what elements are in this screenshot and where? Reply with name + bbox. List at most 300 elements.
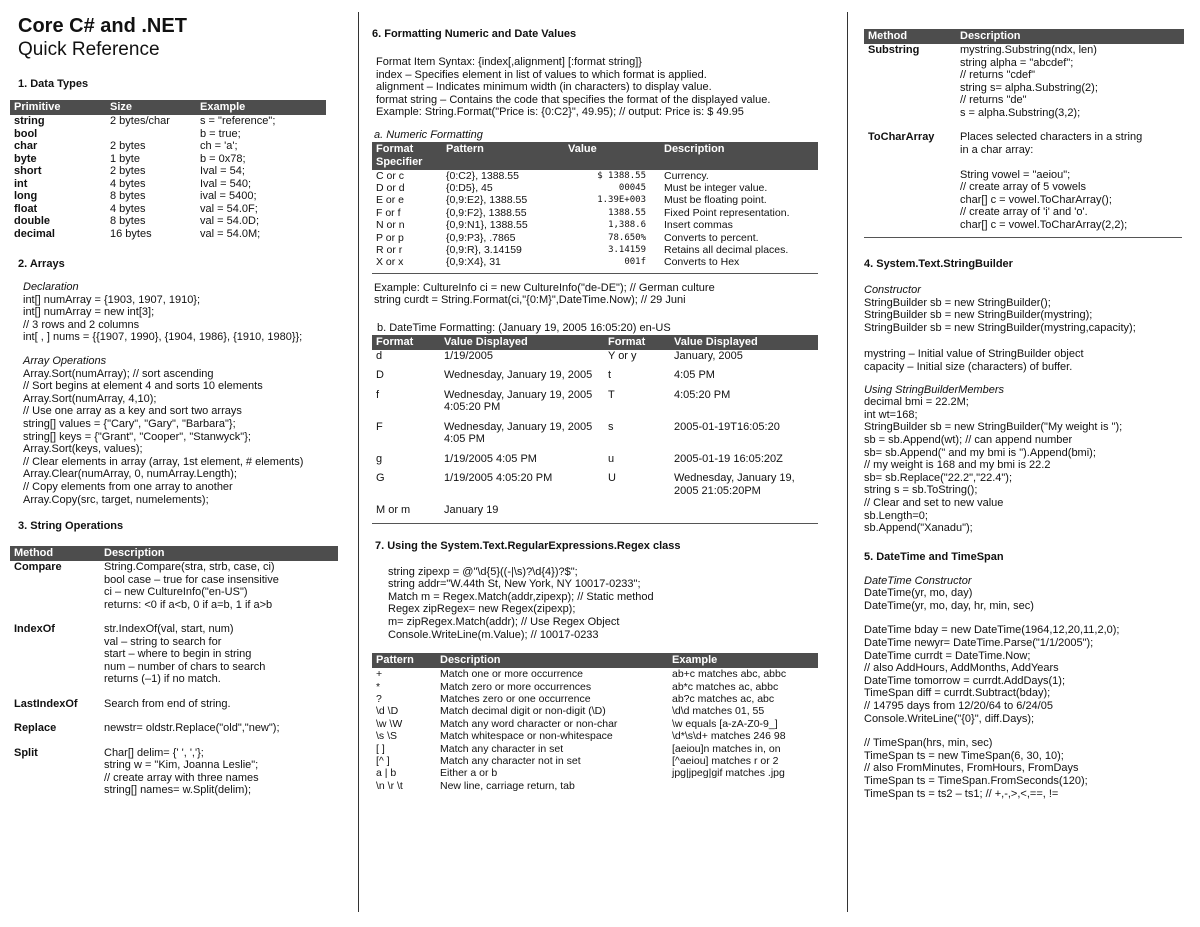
table-cell: F (376, 420, 383, 433)
description-line: mystring.Substring(ndx, len) (960, 44, 1097, 56)
table-row (10, 561, 338, 611)
table-cell (106, 128, 196, 141)
numeric-formatting-table (372, 142, 818, 269)
table-cell: 1 byte (110, 152, 140, 165)
table-cell: [^ ] (376, 755, 390, 767)
code-line: // Clear elements in array (array, 1st element, # elements) (23, 455, 304, 468)
code-line: DateTime(yr, mo, day, hr, min, sec) (864, 599, 1034, 612)
code-line: DateTime bday = new DateTime(1964,12,20,11,2,0); (864, 624, 1120, 637)
table-cell: \w \W (376, 717, 403, 730)
code-line: TimeSpan diff = currdt.Subtract(bday); (864, 687, 1051, 700)
table-cell: b = 0x78; (200, 152, 246, 165)
code-line: int[] numArray = {1903, 1907, 1910}; (23, 293, 201, 306)
code-line: // Sort begins at element 4 and sorts 10 elements (23, 380, 263, 393)
table-row (372, 207, 818, 219)
syntax-line: format string – Contains the code that specifies the format of the displayed value. (376, 93, 771, 106)
table-cell: \d*\s\d+ matches 246 98 (672, 730, 786, 743)
code-line: Array.Sort(numArray, 4,10); (23, 392, 157, 405)
table-cell: Wednesday, January 19, 2005 (444, 369, 593, 382)
table-cell: January 19 (444, 504, 499, 517)
page-title: Core C# and .NET (18, 15, 187, 37)
table-cell: D or d (376, 181, 405, 194)
table-cell: jpg|jpeg|gif matches .jpg (672, 767, 785, 780)
table-cell: u (608, 452, 615, 465)
table-row (372, 446, 818, 466)
section-heading-stringbuilder: 4. System.Text.StringBuilder (864, 258, 1013, 270)
table-row (10, 203, 326, 216)
column-header: Example (196, 100, 326, 115)
datetime-formatting-table (372, 335, 818, 517)
table-cell: Match any character in set (440, 742, 564, 755)
constructor-label: Constructor (864, 284, 921, 296)
code-line: StringBuilder sb = new StringBuilder(mystring); (864, 309, 1093, 322)
table-row (10, 611, 338, 686)
table-cell: 00045 (618, 182, 646, 193)
code-line: // 3 rows and 2 columns (23, 318, 140, 331)
table-cell: 2 bytes/char (110, 115, 170, 127)
method-description (100, 735, 338, 797)
table-row (372, 219, 818, 231)
table-cell: 2 bytes (110, 140, 146, 152)
description-line: string[] names= w.Split(delim); (104, 784, 252, 797)
table-cell: 2005-01-19 16:05:20Z (674, 452, 783, 465)
description-line: start – where to begin in string (104, 648, 252, 661)
column-header: Size (106, 100, 196, 115)
table-cell: Match zero or more occurrences (440, 680, 592, 693)
table-row (372, 256, 818, 268)
table-cell: 4:05:20 PM (674, 388, 731, 401)
method-name: ToCharArray (868, 131, 935, 143)
column-header: Description (436, 653, 668, 668)
table-cell: 1/19/2005 4:05:20 PM (444, 472, 553, 485)
table-cell: g (376, 452, 383, 465)
table-row (372, 382, 818, 414)
description-line: newstr= oldstr.Replace("old","new"); (104, 722, 280, 735)
table-cell: float (14, 202, 38, 215)
method-name: Compare (14, 561, 62, 574)
code-line: Console.WriteLine("{0}", diff.Days); (864, 712, 1035, 725)
table-row (372, 705, 818, 717)
code-line: Match m = Regex.Match(addr,zipexp); // Static method (388, 590, 654, 603)
description-line: // create array of 5 vowels (960, 181, 1086, 193)
table-cell: \d \D (376, 705, 399, 718)
description-line: Places selected characters in a string (960, 131, 1143, 143)
table-cell: C or c (376, 169, 405, 182)
divider (372, 523, 818, 524)
table-cell: Either a or b (440, 767, 498, 780)
method-name: Split (14, 746, 38, 759)
table-row (372, 414, 818, 446)
table-cell: Ival = 54; (200, 165, 245, 177)
table-cell: E or e (376, 194, 405, 207)
section-heading-arrays: 2. Arrays (18, 258, 65, 270)
description-line: bool case – true for case insensitive (104, 573, 279, 586)
culture-example-block (374, 282, 828, 307)
description-line: returns (–1) if no match. (104, 673, 221, 686)
description-line: val – string to search for (104, 635, 222, 648)
table-cell: ab*c matches ac, abbc (672, 680, 779, 693)
table-cell: * (376, 680, 381, 693)
column-2 (372, 0, 828, 927)
code-line: string addr="W.44th St, New York, NY 10017-0233"; (388, 578, 641, 591)
table-cell: string (14, 115, 45, 127)
description-line: // returns "de" (960, 94, 1027, 106)
table-cell (670, 497, 818, 517)
section-heading-datetime: 5. DateTime and TimeSpan (864, 550, 1004, 563)
code-line: StringBuilder sb = new StringBuilder("My weight is "); (864, 421, 1123, 434)
code-line: string[] values = {"Cary", "Gary", "Barbara"}; (23, 417, 236, 430)
code-line: m= zipRegex.Match(addr); // Use Regex Object (388, 615, 620, 628)
code-line: TimeSpan ts = ts2 – ts1; // +,-,>,<,==, != (864, 787, 1059, 800)
table-row (10, 710, 338, 735)
code-line: // also FromMinutes, FromHours, FromDays (864, 762, 1079, 775)
table-cell: 78.650% (608, 232, 646, 243)
code-line: StringBuilder sb = new StringBuilder(); (864, 296, 1051, 309)
code-line: int[] numArray = new int[3]; (23, 306, 155, 319)
table-cell: ab+c matches abc, abbc (672, 668, 787, 681)
declaration-label: Declaration (23, 281, 79, 293)
table-cell: {0:C2}, 1388.55 (446, 169, 519, 182)
table-row (372, 232, 818, 244)
code-line: DateTime newyr= DateTime.Parse("1/1/2005"); (864, 637, 1094, 650)
table-cell: Wednesday, January 19, 2005 21:05:20PM (674, 472, 795, 497)
table-cell: G (376, 472, 385, 485)
table-cell: Match any character not in set (440, 755, 581, 767)
table-cell: ? (376, 692, 382, 705)
table-row (10, 735, 338, 797)
code-line: DateTime tomorrow = currdt.AddDays(1); (864, 674, 1066, 687)
table-cell: Match decimal digit or non-digit (\D) (440, 705, 606, 718)
table-row (372, 497, 818, 517)
table-cell: t (608, 369, 612, 382)
column-header: Method (864, 29, 956, 44)
description-line: returns: <0 if a<b, 0 if a=b, 1 if a>b (104, 598, 273, 611)
table-cell: P or p (376, 231, 404, 244)
table-cell: F or f (376, 206, 401, 219)
column-header: Method (10, 546, 100, 561)
table-cell (604, 497, 670, 517)
table-cell: 4:05 PM (674, 369, 715, 382)
string-operations-table-continued (864, 29, 1184, 231)
code-line: // Clear and set to new value (864, 496, 1004, 509)
table-cell: \n \r \t (376, 779, 403, 792)
syntax-line: Format Item Syntax: {index[,alignment] [:format string]} (376, 56, 642, 68)
table-cell: {0,9:F2}, 1388.55 (446, 206, 527, 219)
code-line: Console.WriteLine(m.Value); // 10017-0233 (388, 628, 599, 641)
code-line: int wt=168; (864, 408, 918, 421)
table-cell: d (376, 349, 383, 362)
table-cell: 4 bytes (110, 177, 146, 190)
code-line: Regex zipRegex= new Regex(zipexp); (388, 603, 576, 616)
numeric-formatting-label: a. Numeric Formatting (374, 128, 483, 141)
column-header: Format Specifier (372, 142, 442, 170)
table-cell: Converts to Hex (664, 256, 740, 269)
datetime-constructor-label: DateTime Constructor (864, 574, 972, 587)
table-cell: 8 bytes (110, 215, 146, 227)
method-description (100, 686, 338, 711)
method-description (956, 44, 1184, 119)
method-description (100, 710, 338, 735)
code-line: capacity – Initial size (characters) of buffer. (864, 360, 1073, 373)
table-row (864, 44, 1184, 119)
table-cell: Wednesday, January 19, 2005 4:05:20 PM (444, 388, 593, 414)
table-row (372, 194, 818, 206)
column-header: Description (100, 546, 338, 561)
table-cell: Ival = 540; (200, 177, 252, 190)
method-description (956, 119, 1184, 231)
column-header: Description (660, 142, 818, 170)
table-cell: \s \S (376, 730, 398, 743)
table-cell: byte (14, 152, 37, 165)
datetime-formatting-label: b. DateTime Formatting: (January 19, 2005 16:05:20) en-US (377, 322, 671, 334)
table-cell: double (14, 215, 51, 227)
code-line: Array.Sort(numArray); // sort ascending (23, 367, 214, 380)
description-line: Char[] delim= {' ', ','}; (104, 746, 204, 759)
table-cell: Must be floating point. (664, 194, 767, 207)
table-cell: U (608, 472, 616, 485)
table-cell: ch = 'a'; (200, 140, 238, 152)
table-cell: ival = 5400; (200, 190, 257, 202)
code-line: TimeSpan ts = new TimeSpan(6, 30, 10); (864, 749, 1064, 762)
table-cell: 1.39E+003 (597, 195, 646, 206)
description-line: // create array with three names (104, 771, 259, 784)
table-row (372, 244, 818, 256)
table-row (372, 767, 818, 779)
code-line: // Use one array as a key and sort two arrays (23, 405, 242, 418)
table-row (10, 686, 338, 711)
table-cell: s = "reference"; (200, 115, 276, 127)
table-cell: \w equals [a-zA-Z0-9_] (672, 717, 778, 730)
table-cell: Retains all decimal places. (664, 244, 789, 256)
table-cell: Match any word character or non-char (440, 717, 618, 730)
table-cell: 8 bytes (110, 190, 146, 202)
table-cell: N or n (376, 219, 405, 232)
page-subtitle: Quick Reference (18, 39, 160, 60)
column-header: Value Displayed (670, 335, 818, 350)
table-cell: bool (14, 127, 38, 140)
table-row (10, 165, 326, 178)
code-line: string[] keys = {"Grant", "Cooper", "Stanwyck"}; (23, 430, 251, 443)
using-stringbuilder-label: Using StringBuilderMembers (864, 383, 1004, 396)
table-cell: Fixed Point representation. (664, 206, 790, 219)
code-line: StringBuilder sb = new StringBuilder(mystring,capacity); (864, 321, 1136, 334)
table-row (372, 465, 818, 497)
table-cell: \d\d matches 01, 55 (672, 705, 765, 718)
description-line: in a char array: (960, 143, 1034, 156)
table-cell: Match whitespace or non-whitespace (440, 730, 613, 743)
code-line: sb= sb.Append(" and my bmi is ").Append(bmi); (864, 446, 1096, 459)
method-name: Replace (14, 722, 57, 735)
table-cell: 1388.55 (608, 207, 646, 218)
table-row (372, 730, 818, 742)
code-line: sb= sb.Replace("22.2","22.4"); (864, 471, 1013, 484)
table-cell: 3.14159 (608, 245, 646, 255)
code-line: sb.Length=0; (864, 509, 928, 522)
table-cell: Converts to percent. (664, 231, 759, 244)
table-cell: Match one or more occurrence (440, 668, 583, 681)
description-line: string alpha = "abcdef"; (960, 56, 1074, 69)
table-cell: 1/19/2005 4:05 PM (444, 452, 537, 465)
table-cell: R or r (376, 244, 403, 256)
table-cell: Matches zero or one occurrence (440, 692, 591, 705)
column-header: Description (956, 29, 1184, 44)
code-line: DateTime(yr, mo, day) (864, 587, 973, 600)
description-line: String.Compare(stra, strb, case, ci) (104, 561, 275, 574)
table-cell (668, 780, 818, 792)
table-cell: char (14, 140, 38, 152)
table-cell: + (376, 668, 383, 681)
table-cell: January, 2005 (674, 349, 743, 362)
section-heading-regex: 7. Using the System.Text.RegularExpressions.Regex class (375, 539, 681, 552)
description-line: string s= alpha.Substring(2); (960, 81, 1098, 94)
description-line: String vowel = "aeiou"; (960, 168, 1071, 181)
code-line: Array.Copy(src, target, numelements); (23, 493, 209, 506)
column-header: Primitive (10, 100, 106, 115)
table-row (372, 668, 818, 680)
table-row (372, 718, 818, 730)
column-3 (864, 0, 1190, 927)
description-line: num – number of chars to search (104, 660, 266, 673)
table-cell: M or m (376, 504, 411, 517)
description-line: char[] c = vowel.ToCharArray(); (960, 193, 1112, 206)
table-cell: X or x (376, 256, 404, 269)
table-cell: {0,9:X4}, 31 (446, 256, 501, 269)
code-line: // also AddHours, AddMonths, AddYears (864, 662, 1059, 675)
code-line: sb = sb.Append(wt); // can append number (864, 433, 1073, 446)
method-description (100, 611, 338, 686)
column-divider-left (358, 12, 359, 912)
method-name: Substring (868, 44, 920, 56)
table-row (372, 780, 818, 792)
code-line: // TimeSpan(hrs, min, sec) (864, 737, 993, 750)
table-row (372, 182, 818, 194)
code-line: string curdt = String.Format(ci,"{0:M}",DateTime.Now); // 29 Juni (374, 294, 686, 307)
column-header: Format (372, 335, 440, 350)
syntax-line: alignment – Indicates minimum width (in characters) to display value. (376, 81, 712, 94)
method-name: LastIndexOf (14, 697, 78, 710)
code-line: // Copy elements from one array to another (23, 480, 233, 493)
column-header: Pattern (372, 653, 436, 668)
description-line: Search from end of string. (104, 697, 231, 710)
table-row (372, 170, 818, 182)
table-row (10, 190, 326, 203)
table-cell: [aeiou]n matches in, on (672, 742, 781, 755)
syntax-line: index – Specifies element in list of values to which format is applied. (376, 68, 707, 81)
table-cell: 001f (624, 257, 646, 268)
table-row (372, 755, 818, 767)
column-1 (14, 0, 340, 927)
table-cell: {0,9:E2}, 1388.55 (446, 194, 528, 207)
section-heading-string-operations: 3. String Operations (18, 520, 124, 533)
table-cell: T (608, 388, 615, 401)
array-operations-label: Array Operations (23, 354, 107, 367)
table-cell: [ ] (376, 742, 385, 755)
method-description (100, 561, 338, 611)
stringbuilder-block (864, 284, 1190, 535)
table-cell: 16 bytes (110, 227, 152, 240)
description-line (960, 156, 1180, 169)
table-cell: ab?c matches ac, abc (672, 692, 775, 705)
table-cell: D (376, 369, 384, 382)
table-cell: long (14, 190, 38, 202)
table-row (10, 140, 326, 153)
divider (864, 237, 1182, 238)
format-syntax-block (376, 56, 828, 119)
description-line: s = alpha.Substring(3,2); (960, 106, 1081, 119)
section-heading-data-types: 1. Data Types (18, 78, 89, 90)
table-cell: 1,388.6 (608, 220, 646, 231)
table-cell: int (14, 177, 28, 190)
column-divider-right (847, 12, 848, 912)
table-row (372, 362, 818, 382)
data-types-table (10, 100, 326, 240)
table-cell: Wednesday, January 19, 2005 4:05 PM (444, 420, 593, 446)
table-cell: short (14, 165, 42, 177)
column-header: Value (564, 142, 660, 170)
syntax-line: Example: String.Format("Price is: {0:C2}", 49.95); // output: Price is: $ 49.95 (376, 106, 744, 119)
table-cell: a | b (376, 767, 397, 780)
method-name: IndexOf (14, 623, 55, 636)
code-line: TimeSpan ts = TimeSpan.FromSeconds(120); (864, 775, 1088, 787)
code-line: decimal bmi = 22.2M; (864, 396, 969, 409)
table-cell: 2005-01-19T16:05:20 (674, 420, 780, 433)
table-cell: $ 1388.55 (597, 170, 646, 181)
table-row (372, 693, 818, 705)
code-line: Array.Clear(numArray, 0, numArray.Length); (23, 468, 237, 481)
arrays-block (23, 281, 340, 506)
table-cell: s (608, 420, 614, 433)
table-row (10, 115, 326, 128)
table-cell: Currency. (664, 169, 709, 182)
table-row (10, 228, 326, 241)
code-line: string s = sb.ToString(); (864, 484, 978, 497)
table-cell: {0,9:P3}, .7865 (446, 231, 516, 244)
description-line: string w = "Kim, Joanna Leslie"; (104, 759, 259, 772)
table-cell: val = 54.0F; (200, 202, 258, 215)
table-cell: Y or y (608, 349, 637, 362)
column-header: Format (604, 335, 670, 350)
description-line: char[] c = vowel.ToCharArray(2,2); (960, 218, 1128, 231)
code-line: string zipexp = @"\d{5}((-|\s)?\d{4})?$"; (388, 565, 578, 578)
table-row (372, 350, 818, 363)
code-line: Array.Sort(keys, values); (23, 443, 143, 456)
table-cell: val = 54.0M; (200, 227, 261, 240)
table-cell: {0,9:R}, 3.14159 (446, 244, 522, 256)
code-line: // 14795 days from 12/20/64 to 6/24/05 (864, 700, 1053, 713)
table-row (372, 743, 818, 755)
description-line: str.IndexOf(val, start, num) (104, 623, 234, 636)
table-cell: 1/19/2005 (444, 349, 493, 362)
table-cell: f (376, 388, 380, 401)
code-line: DateTime currdt = DateTime.Now; (864, 649, 1031, 662)
table-row (10, 128, 326, 141)
table-cell: {0,9:N1}, 1388.55 (446, 219, 528, 232)
table-cell: Must be integer value. (664, 181, 768, 194)
description-line: // returns "cdef" (960, 69, 1036, 81)
table-cell: 4 bytes (110, 202, 146, 215)
regex-code-block (388, 566, 828, 642)
code-line: sb.Append("Xanadu"); (864, 522, 973, 535)
column-header: Example (668, 653, 818, 668)
code-line: mystring – Initial value of StringBuilder object (864, 348, 1084, 361)
table-cell: 2 bytes (110, 165, 146, 177)
table-row (864, 119, 1184, 231)
description-line: // create array of 'i' and 'o'. (960, 206, 1088, 218)
table-cell: Insert commas (664, 219, 733, 232)
table-row (10, 215, 326, 228)
divider (372, 273, 818, 274)
column-header: Pattern (442, 142, 564, 170)
